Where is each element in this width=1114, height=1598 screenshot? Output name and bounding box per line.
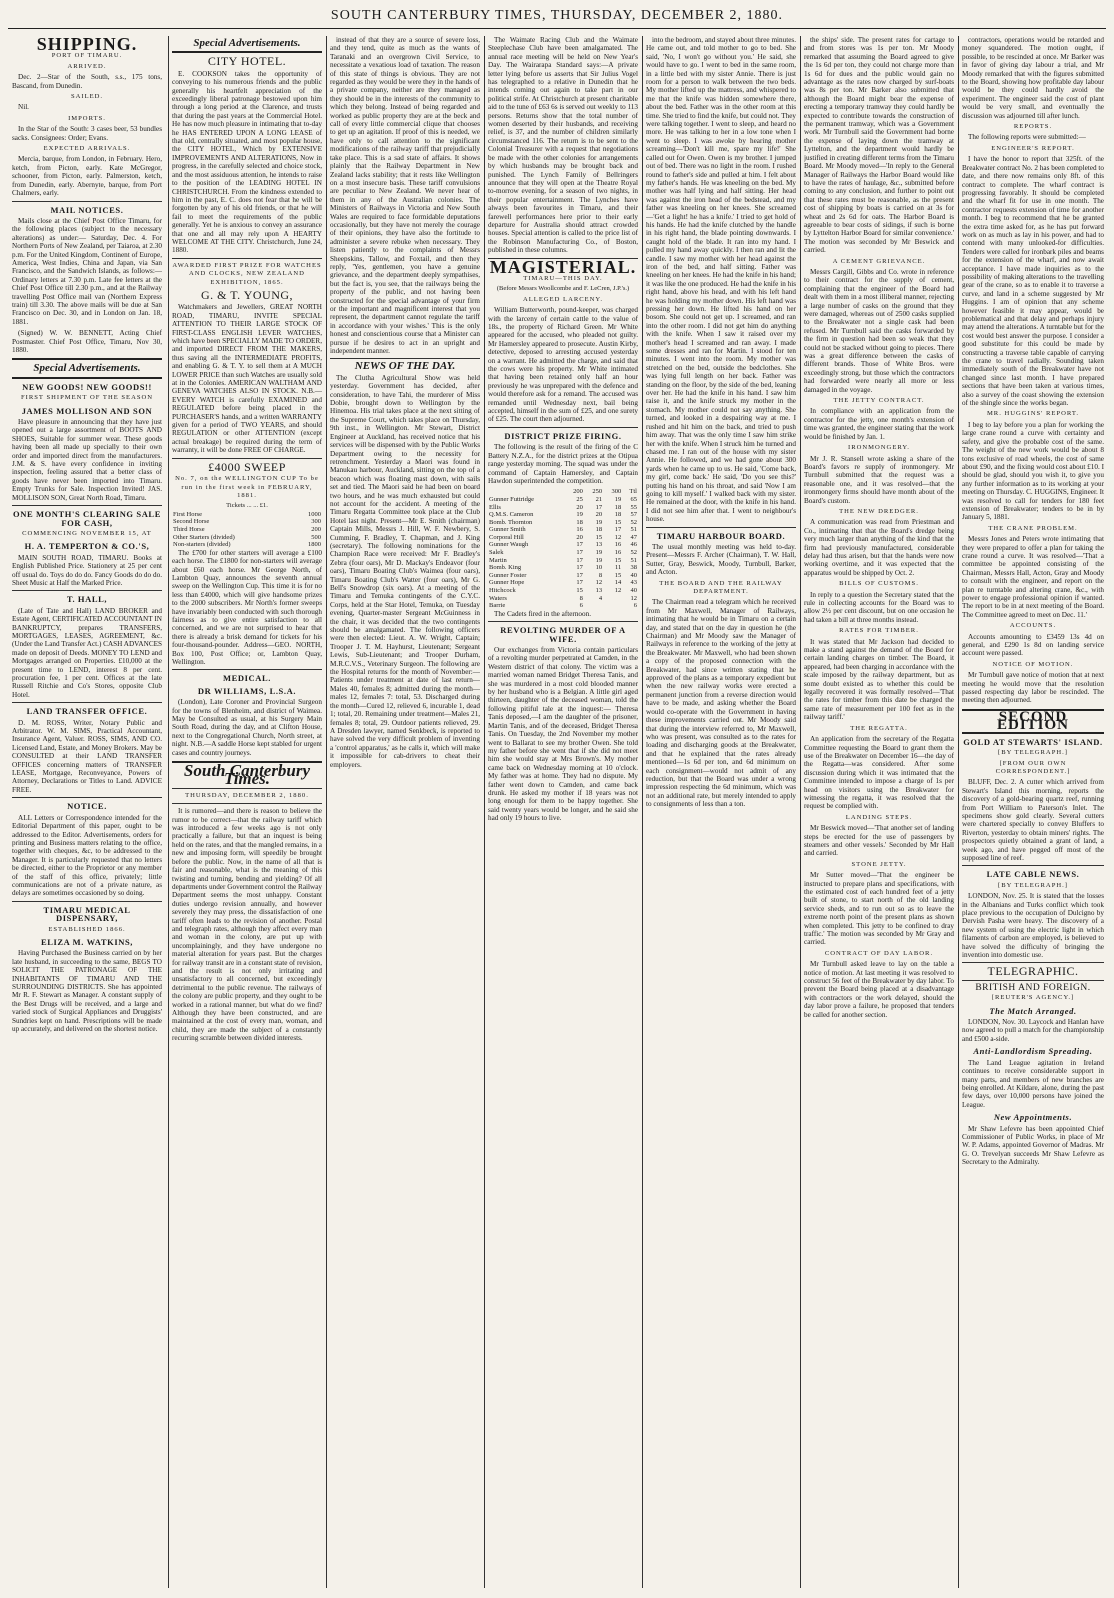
appointments-text: Mr Shaw Lefevre has been appointed Chief Commissioner of Public Works, in place of Mr W. P. Adams, appointed Governor of Madras. Mr G. O. Trevelyan succeeds Mr Shaw Lefevre as Secretary to the Admiralty.: [962, 1124, 1104, 1167]
prize-table-row: [488, 595, 638, 603]
prize-table-cell: 65: [630, 495, 637, 503]
prize-table-cell: 15: [614, 556, 622, 564]
prize-table-cell: Q.M.S. Cameron: [489, 511, 534, 519]
divider: [962, 962, 1104, 963]
stone-jetty-heading: STONE JETTY.: [851, 860, 907, 868]
prize-table-cell: 15: [576, 587, 583, 595]
prize-table-row: [488, 564, 638, 572]
prize-table-cell: 19: [614, 495, 622, 503]
prize-table-cell: 16: [576, 526, 583, 534]
sweep-heading: £4000 SWEEP: [208, 459, 286, 474]
divider: [330, 358, 480, 359]
notice-motion-heading: NOTICE OF MOTION.: [992, 660, 1074, 668]
british-foreign-heading: BRITISH AND FOREIGN.: [975, 982, 1091, 993]
timber-text: It was stated that Mr Jackson had decided to make a stand against the demand of the Board for certain landing charges on timber. The Board, it appeared, had been charging in accordance with the scale imposed by the railway department, but as some doubt existed as to whether this could be legally recovered it was formally resolved—'That the rates for timber from this date be charged the same rate of measurement per 100 feet as in the railway tariff.': [804, 637, 954, 722]
land-transfer-heading: LAND TRANSFER OFFICE.: [26, 706, 148, 717]
prize-table-cell: 19: [595, 518, 603, 526]
prize-table-cell: 52: [630, 518, 637, 526]
column-3: [330, 36, 480, 1588]
day-labor-text: Mr Turnbull asked leave to lay on the table a notice of motion. At last meeting it was resolved to construct 56 feet of the Breakwater by day labor. To prevent the Board being placed at a disadvantage with contractors or the work delayed, should the day labor prove a failure, he proposed that tenders be called for another section.: [804, 960, 954, 1019]
paper-date: THURSDAY, DECEMBER 2, 1880.: [185, 791, 309, 799]
huggins-report-heading: MR. HUGGINS' REPORT.: [986, 410, 1080, 418]
young-name: G. & T. YOUNG,: [200, 287, 294, 302]
telegraphic-heading: TELEGRAPHIC.: [987, 964, 1079, 979]
hall-text: (Late of Tate and Hall) LAND BROKER and Estate Agent, CERTIFICATED ACCOUNTANT IN BANKRUPTCY, prepares TRANSFERS, MORTGAGES, LEASES, AGREEMENT, &c. (Under the Land Transfer Act.) CASH ADVANCES made on deposit of Deeds. MONEY TO LEND and Mortgages arranged on Properties. £10,000 at the present time to LEND, interest 8 per cent. procuration fee, 1 per cent. Offices at the late Russell Ritchie and Co's Stores, opposite Club Hotel.: [12, 606, 162, 699]
prize-table-cell: 17: [576, 541, 583, 549]
magisterial-bench: (Before Messrs Woollcombe and F. LeCren, J.P.'s.): [496, 285, 630, 293]
sweep-prize-row: [172, 534, 322, 542]
prize-table-cell: 21: [595, 495, 603, 503]
sweep-sub: No. 7, on the WELLINGTON CUP To be run in the first week in FEBRUARY, 1881.: [175, 475, 319, 499]
column-4: [488, 36, 638, 1588]
clearing-heading: ONE MONTH'S CLEARING SALE FOR CASH,: [13, 509, 161, 528]
appointments-heading: New Appointments.: [993, 1112, 1073, 1123]
sweep-prize-label: Second Horse: [173, 518, 210, 526]
column-divider: [800, 36, 801, 1588]
young-text: Watchmakers and Jewellers, GREAT NORTH ROAD, TIMARU, INVITE SPECIAL ATTENTION TO THEIR LARGE STOCK OF FIRST-CLASS ENGLISH LEVER WATCHES, which have been SPECIALLY MADE TO ORDER, and imported DIRECT FROM THE MAKERS, thus saving all the INTERMEDIATE PROFITS, and enabling G. & T. Y. to sell them at A MUCH LOWER PRICE than such Watches are usually sold at in the Colonies. AMERICAN WALTHAM AND GENEVA WATCHES ALSO IN STOCK. N.B.—EVERY WATCH is carefully EXAMINED and REGULATED before being placed in the PURCHASER'S hands, and a written WARRANTY given for a period of TWO YEARS, and should REGULATION or other ATTENTION (except actual breakage) be required during the term of warranty, it will be done FREE OF CHARGE.: [172, 303, 322, 455]
hall-name: T. HALL,: [66, 594, 108, 605]
regatta-text: An application from the secretary of the Regatta Committee requesting the Board to grant them the use of the Breakwater on December 16—the day of the Regatta—was considered. After some discussion during which it was intimated that the Committee intended to impose a charge of 1s per head on visitors using the Breakwater for witnessing the regatta, it was resolved that the request be complied with.: [804, 735, 954, 811]
prize-firing-heading: DISTRICT PRIZE FIRING.: [504, 430, 622, 441]
prize-table-row: [488, 534, 638, 542]
cable-heading: LATE CABLE NEWS.: [986, 869, 1080, 880]
prize-table-cell: 4: [598, 594, 603, 602]
prize-table-cell: 6: [579, 602, 583, 610]
prize-table-cell: 15: [595, 533, 603, 541]
sweep-prize-value: 500: [311, 533, 321, 541]
anti-landlord-text: The Land League agitation in Ireland continues to receive considerable support in many parts, and members of new branches are being enrolled. At Kildare, alone, during the past few days, over 10,000 persons have joined the League.: [962, 1058, 1104, 1109]
cement-heading: A CEMENT GRIEVANCE.: [832, 257, 926, 265]
divider: [488, 427, 638, 428]
port-heading: PORT OF TIMARU.: [51, 52, 123, 60]
prize-table-cell: 12: [630, 594, 637, 602]
divider: [12, 590, 162, 591]
sailed-label: SAILED.: [70, 93, 104, 101]
prize-table-cell: [603, 602, 622, 610]
news-text: The Clutha Agricultural Show was held yesterday. Government has decided, after consideration, to have Tahi, the murderer of Miss Dobie, brought down to Wellington by the Hinemoa. His trial takes place at the next sitting of the Supreme Court, which takes place on Thursday, 9th inst., in Wellington. Mr Stewart, District Engineer at Auckland, has received notice that his services will be dispensed with by the Public Works Department owing to the necessity for retrenchment. Yesterday a Maori was found in Manukau harbour, Auckland, sitting on the top of a beacon which was floating mast down, with sails set and tied. The Maori said he had been on board two hours, and he was much exhausted but could not account for the accident. A meeting of the Timaru Regatta Committee took place at the Club Hotel last night. Present—Mr E. Smith (chairman) Captain Mills, Messrs J. Hill, W. F. Newbery, S. Cumming, F. Bradley, T. Chapman, and J. King (secretary). The following nominations for the Champion Race were received: Mr F. Bradley's Zebra (four oars), Mr D. Mackay's Endeavor (four oars), Timaru Boating Club's Waimea (four oars), Timaru Boating Club's Watter (four oars), Mr G. Bell's Snowdrop (six oars). At a meeting of the Timaru and Temuka contingents of the C.Y.C. Corps, held at the Star Hotel, Temuka, on Tuesday evening, Quarter-master Sergeant McGuinness in the chair, it was decided that the two contingents should be amalgamated. The following officers were then elected: Lieut. A. W. Wright, Captain; Trooper J. T. M. Hayhurst, Lieutenant; Sergeant Lewis, Sub-Lieutenant; and Trooper Durham, M.R.C.V.S., Veterinary Surgeon. The following are the Hospital returns for the month of November:—Patients under treatment at date of last return—Males 40, females 8; admitted during the month—males 12, females 7: total, 53. Discharged during the month—Cured 12, relieved 6, incurable 1, dead 1; total, 20. Remaining under treatment—Males 21, females 8; total, 29. Outdoor patients relieved, 29. A Dresden lawyer, named Senkbeck, is reported to have solved the very difficult problem of inventing a 'control apparatus,' as he calls it, which will make it impossible for cab-drivers to cheat their employers.: [330, 373, 480, 769]
column-divider: [484, 36, 485, 1588]
medical-heading: MEDICAL.: [222, 673, 271, 684]
reuter-tag: [REUTER'S AGENCY.]: [991, 994, 1075, 1002]
shipping-heading: SHIPPING.: [36, 36, 138, 54]
prize-table-cell: 17: [576, 564, 583, 572]
clearing-sub: COMMENCING NOVEMBER 15, AT: [22, 529, 152, 537]
sweep-prize-label: Third Horse: [173, 525, 205, 533]
prize-table-cell: [584, 602, 603, 610]
prize-table-cell: 11: [615, 564, 622, 572]
prize-table-cell: 13: [595, 587, 603, 595]
sweep-prize-value: 1800: [308, 541, 321, 549]
divider: [12, 201, 162, 202]
mollison-text: Have pleasure in announcing that they have just opened out a large assortment of BOOTS AND SHOES, Suitable for summer wear. These goods having been all made up specially to their own order and imported direct from the manufacturers. J.M. & S. have every confidence in inviting inspection, feeling assured that a better class of goods have never been imported into Timaru. Empty Trunks for Sale. Inspection Invited! JAS. MOLLISON SON, Great North Road, Timaru.: [12, 418, 162, 502]
expected-label: EXPECTED ARRIVALS.: [43, 145, 131, 153]
prize-firing-footer: The Cadets fired in the afternoon.: [494, 609, 591, 618]
prize-table-header-cell: Ttl: [629, 488, 637, 496]
divider: [12, 377, 162, 379]
harbour-continued: the ships' side. The present rates for cartage to and from stores was 1s per ton. Mr Moody remarked that assuming the Board agreed to give the 1s 6d per ton, they could not charge more than 1s 6d for dues and the public would gain no advantage as the rates now charged by surf-boats was 8s per ton. Mr Barker also submitted that although the Board might bear the expense of erecting a temporary tramway they could hardly be expected to contribute towards the construction of the permanent tramway, which was a Government work. Mr Turnbull said the Government had borne the expense of laying down the tramway at Lyttelton, and the department would hardly be justified in creating different terms from the Timaru Board. Mr Moody moved—'In reply to the General Manager of Railways the Harbor Board would like to have the rates of haulage, &c., submitted before coming to any conclusion, and further to point out that these rates must be reasonable, as the present cost of shipping by boats is carried on at 3s for wheat and 2s 6d for oats. The Harbor Board is agreeable to bear costs of sidings, if such is borne by Lyttelton Harbor Board for similar convenience.' The motion was seconded by Mr Beswick and carried.: [804, 36, 954, 255]
prize-table-header-cell: 300: [611, 488, 622, 496]
prize-table-cell: Gunner Waugh: [489, 541, 529, 549]
sweep-prize-table: [172, 511, 322, 549]
mail-text: Mails close at the Chief Post Office Timaru, for the following places (subject to the necessary alterations) as under:— Saturday, Dec. 4. For Northern Ports of New Zealand, per Taiaroa, at 2.30 p.m. For the United Kingdom, Continent of Europe, America, West Indies, China and Japan, via San Francisco, and the Sandwich Islands, as follows:— Ordinary letters at 7.30 p.m. Late fee letters at the Chief Post Office till 2.30 p.m., and at the Railway travelling Post Office mail van (Northern Express train) till 3.30. The above mails will be due at San Francisco on Dec. 30, and in London on Jan. 18, 1881.: [12, 216, 162, 326]
gold-text: BLUFF, Dec. 2. A cutter which arrived from Stewart's Island this morning, reports the discovery of a gold-bearing quartz reef, running from Port William to Paterson's Inlet. The specimens show gold clearly. Several cutters were chartered specially to convey Bluffers to Riverton, yesterday to obtain miners' rights. The prospectors quietly obtained a grant of land, a week ago, and have pegged off most of the supposed line of reef.: [962, 778, 1104, 862]
match-heading: The Match Arranged.: [989, 1005, 1077, 1016]
ironmongery-text: Mr J. R. Stansell wrote asking a share of the Board's favors re supply of ironmongery. Mr Turnbull submitted that the request was a reasonable one, and it was resolved—that the ironmongery firms should have month about of the Board's custom.: [804, 454, 954, 505]
editorial-text: It is rumored—and there is reason to believe the rumor to be correct—that the railway tariff which was introduced a few weeks ago is not only practically a failure, but that an inquest is being held on the rates, and that the mangled remains, in a new and imposing form, will speedily be brought before the public. Now, in the name of all that is fair and reasonable, what is the meaning of this twisting and turning, bending and yielding? Of all departments under Government control the Railway Department seems the most unhappy. Constant duties undergo revision annually, and however severely they may press, the dissatisfaction of one tariff often leads to the revision of another. Postal and telegraph rates, although they affect every man and woman in the colony, are put up with uncomplainingly, and they have undergone no material alteration for years past. But the charges for railway transit are in a constant state of revision, and the result is not only irritating and unsatisfactory to all concerned, but exceedingly detrimental to the public revenue. The railways of the colony are public property, and they ought to be worked in a rational manner, but what do we find? Although they have been constructed, and are maintained at the cost of every man, woman, and child, they are made the subject of a constantly recurring scramble between divided interests.: [172, 807, 322, 1043]
prize-table-cell: 46: [630, 541, 637, 549]
magisterial-sub: TIMARU—THIS DAY.: [523, 274, 603, 282]
prize-table-cell: Barrie: [489, 602, 506, 610]
column-divider: [958, 36, 959, 1588]
own-correspondent-tag: [FROM OUR OWN CORRESPONDENT.]: [995, 759, 1071, 775]
prize-table-cell: Gunner Futtridge: [489, 495, 534, 503]
williams-name: DR WILLIAMS, L.S.A.: [197, 685, 297, 696]
column-2: [172, 36, 322, 1588]
dispensary-sub: ESTABLISHED 1866.: [48, 925, 126, 933]
prize-table-cell: 51: [630, 556, 637, 564]
prize-table-header-cell: 200: [573, 488, 583, 496]
divider: [12, 702, 162, 703]
prize-table-cell: 8: [579, 594, 583, 602]
arrived-text: Dec. 2—Star of the South, s.s., 175 tons, Bascand, from Dunedin.: [12, 73, 162, 90]
sweep-prize-row: [172, 511, 322, 519]
accounts-heading: ACCOUNTS.: [1009, 622, 1057, 630]
crane-text: Messrs Jones and Peters wrote intimating that they were prepared to offer a plan for taking the crane round a curve. It was resolved—'That a committee be appointed consisting of the Chairman, Messrs Hall, Acton, Gray and Moody to consult with the engineer, and report on the plan re turntable and altering crane, &c., with power to engage professional opinion if wanted. The report to be in at next meeting of the Board. The Committee agreed to meet on Dec. 11.': [962, 535, 1104, 619]
prize-table-cell: 18: [614, 503, 622, 511]
dredger-heading: THE NEW DREDGER.: [839, 507, 919, 515]
prize-table-cell: 43: [630, 579, 637, 587]
prize-table-cell: 40: [630, 571, 637, 579]
special-ads-heading: Special Advertisements.: [193, 37, 301, 49]
divider: [962, 980, 1104, 981]
jetty-text: In compliance with an application from the contractor for the jetty, one month's extension of time was granted, the engineer stating that the work would be finished by Jan. 1.: [804, 407, 954, 441]
larceny-heading: ALLEGED LARCENY.: [523, 295, 603, 303]
prize-table-cell: Bomb. King: [489, 564, 522, 572]
news-heading: NEWS OF THE DAY.: [354, 360, 456, 373]
notice-heading: NOTICE.: [67, 801, 107, 812]
prize-table-cell: [603, 595, 622, 603]
editorial-continued: instead of that they are a source of severe loss, and they tend, quite as much as the wants of Taranaki and an overgrown Civil Service, to necessitate a vexatious load of taxation. The reason of this state of things is obvious. They are not regarded as they would be were they in the hands of a private company, neither are they managed as they should be in the interests of the community to which they belong. Instead of being regarded and worked as public property they are at the beck and call of every little commercial clique that chooses to get up an agitation. If proof of this is needed, we have only to call attention to the significant modifications of the railway tariff that prejudicially take place. This is a sad state of affairs. It shows plainly that the Railway Department in New Zealand lacks stability; that it rests like Wellington on a most insecure basis. These tariff convulsions are peculiar to New Zealand. We never hear of them in any of the Australian colonies. The Ministers of Railways in Victoria and New South Wales are required to face formidable deputations occasionally, but they have not merely the courage of their opinions, they have also the fortitude to administer a severe rebuke when necessary. They listen patiently to the complaints of Messrs Sheepskins, Tallow, and Foxtail, and then they reply, 'Yes, gentlemen, you have a genuine grievance, and the department deeply sympathises, but the fact is, you see, that the railways being the property of the public, and not having been constructed for the special advantage of your firm or the important and magnificent interest that you represent, the department cannot regulate the tariff in accordance with your wishes.' This is the only honest and conscientious course that a Minister can pursue if he desires to act in an upright and independent manner.: [330, 36, 480, 356]
column-1: [12, 36, 162, 1588]
prize-table-cell: 18: [614, 511, 622, 519]
prize-table-cell: 55: [630, 503, 637, 511]
day-labor-continued: contractors, operations would be retarded and money squandered. The motion ought, if possible, to be rescinded at once. Mr Barker was in favor of giving day labour a trial, and Mr Moody remarked that with the figures submitted to the Board, showing how profitable day labour would be they could hardly avoid the experiment. The engineer said the cost of plant would be very small, and eventually the discussion was adjourned till after lunch.: [962, 36, 1104, 120]
gold-heading: GOLD AT STEWARTS' ISLAND.: [963, 736, 1103, 747]
prize-table-row: [488, 511, 638, 519]
prize-table-cell: 14: [614, 579, 622, 587]
prize-table-row: [488, 526, 638, 534]
williams-text: (London), Late Coroner and Provincial Surgeon for the towns of Blenheim, and district of Waimea. May be Consulted as usual, at his Surgery Main South Road, during the day, and at Clifton House, next to the Congregational Church, North street, at night. N.B.—A saddle Horse kept stabled for urgent cases and country journeys.: [172, 698, 322, 757]
new-goods-heading: NEW GOODS! NEW GOODS!!: [22, 381, 152, 392]
divider: [172, 803, 322, 804]
prize-table-cell: 19: [595, 549, 603, 557]
column-7: [962, 36, 1104, 1588]
magisterial-heading: MAGISTERIAL.: [489, 256, 637, 277]
prize-table-cell: 10: [595, 564, 603, 572]
reports-intro: The following reports were submitted:—: [968, 133, 1086, 142]
notice-motion-text: Mr Turnbull gave notice of motion that at next meeting he would move that the resolution passed respecting day labor be rescinded. The meeting then adjourned.: [962, 671, 1104, 705]
prize-table-cell: Gunner Hope: [489, 579, 525, 587]
mail-heading: MAIL NOTICES.: [50, 204, 124, 215]
prize-firing-table: [488, 488, 638, 610]
prize-table-cell: 15: [614, 518, 622, 526]
prize-table-header-cell: 250: [592, 488, 603, 496]
temperton-name: H. A. TEMPERTON & CO.'S,: [24, 541, 150, 552]
prize-table-cell: 17: [576, 556, 583, 564]
prize-table-cell: 20: [576, 533, 583, 541]
prize-table-header-cell: [488, 488, 565, 496]
prize-table-cell: Gunner Smith: [489, 526, 526, 534]
cement-text: Messrs Cargill, Gibbs and Co. wrote in reference to their contract for the supply of cement, complaining that the engineer of the Board had dealt with them in a most illiberal manner, rejecting a large number of casks on the ground that they were damaged, whereas out of 2500 casks supplied to the Breakwater not a single cask had been refused. Mr Turnbull said the casks forwarded by the firm in question had been so weak that they could not be stacked without going to pieces. There was a great difference between the casks of different brands. Those of White Bros. were exceedingly strong, but those which the contractors had forwarded were nearly all more or less damaged in the voyage.: [804, 267, 954, 394]
imports-text: In the Star of the South: 3 cases beer, 53 bundles sacks. Consignees: Order; Evans.: [12, 125, 162, 142]
notice-text: ALL Letters or Correspondence intended for the Editorial Department of this paper, ought to be addressed to the Editor. Advertisements, orders for printing and Business matters relating to the office, together with cheques, &c, to be addressed to the Manager. It is particularly requested that no letters be directed, either to the Proprietor or any member of the staff of this office, privately; little communications are not of a private nature, as delays are sometimes occasioned by so doing.: [12, 813, 162, 898]
day-labor-heading: CONTRACT OF DAY LABOR.: [824, 949, 934, 957]
sweep-prize-value: 1000: [308, 510, 321, 518]
prize-table-row: [488, 549, 638, 557]
award-text: AWARDED FIRST PRIZE FOR WATCHES AND CLOCKS, NEW ZEALAND EXHIBITION, 1865.: [172, 261, 322, 286]
prize-table-cell: 57: [630, 511, 637, 519]
divider: [962, 865, 1104, 866]
prize-table-cell: Ellis: [489, 503, 501, 511]
accounts-text: Accounts amounting to £3459 13s 4d on general, and £290 1s 8d on landing service account were passed.: [962, 632, 1104, 658]
column-divider: [642, 36, 643, 1588]
sweep-prize-row: [172, 541, 322, 549]
sweep-prize-label: First Horse: [173, 510, 203, 518]
engineer-report-text: I have the honor to report that 325ft. of the Breakwater contract No. 2 has been completed to date, and there now remains only 8ft. of this contract to complete. The wharf contract is progressing favorably. It should be completed and the wharf fit for use in one month. The contractor requests extension of time for another month. I beg to recommend that he be granted the extra time asked for, as he has put forward work on as much as lay in his power, and had to contend with many unlooked-for difficulties. Tenders were called for ironbark piles and beams for the extension of the wharf, and now await acceptance. I have made inquiries as to the possibility of making alterations to the travelling gear of the crane, so as to enable it to traverse a curve, and land in a scheme suggested by Mr Huggins. I am of opinion that any scheme however feasible it may appear, would be problematical and that delay and perhaps injury may attend the alterations. A turntable but for the cost would best answer the purpose. I consider a good substitute for this could be made by constructing a traverse table capable of carrying the crane to travel radially. Sounding taken immediately south of the Breakwater have not changed since last month. I have prepared sections that have been taken at various times, also a survey of the coast showing the extension of the shingle since the works began.: [962, 155, 1104, 408]
prize-table-row: [488, 496, 638, 504]
prize-table-cell: 17: [595, 503, 603, 511]
local-news-text: The Waimate Racing Club and the Waimate Steeplechase Club have been amalgamated. The annual race meeting will be held on New Year's Day. The Wairarapa Standard says:—A private letter lying before us asserts that Sir Julius Vogel has telegraphed to a relative in Dunedin that he intends coming out again to take part in our political strife. At Christchurch at present charitable aid to the tune of £63 6s is served out weekly to 113 persons. Returns show that the total number of women deserted by their husbands, and receiving relief, is 37, and the number of children similarly circumstanced 116. The return is to be sent to the Colonial Treasurer with a request that negotiations be made with the other colonies for arrangements by which husbands may be brought back and punished. The Lynch Family of Bellringers announce that they will open at the Theatre Royal to-morrow evening, for a season of two nights, in their popular entertainment. The Lynches have always been favourites in Timaru, and their farewell performances here prior to their early departure for Australia should attract crowded houses. Special attention is called to the price list of the Robinson Manufacturing Co., of Boston, published in these columns.: [488, 36, 638, 255]
sweep-tickets: Tickets ... ... £1.: [226, 502, 268, 510]
timber-heading: RATES FOR TIMBER.: [839, 627, 919, 635]
prize-table-cell: 13: [595, 541, 603, 549]
cable-text: LONDON, Nov. 25. It is stated that the losses in the Albanians and Turks conflict which took place previous to the occupation of Dulcigno by Dervish Pasha were heavy. The discovery of a new system of using the electric light in which filaments of carbon are employed, is believed to have solved the difficulty of bringing the invention into domestic use.: [962, 892, 1104, 960]
prize-table-row: [488, 602, 638, 610]
prize-table-row: [488, 557, 638, 565]
prize-table-cell: 12: [595, 579, 603, 587]
arrived-label: ARRIVED.: [67, 62, 107, 70]
prize-table-cell: 38: [630, 564, 637, 572]
prize-firing-intro: The following is the result of the firing of the C Battery N.Z.A., for the district prizes at the Otipua range yesterday morning. The squad was under the command of Captain Hamersley, and Captain Hawdon superintended the competition.: [488, 443, 638, 485]
murder-continued: into the bedroom, and stayed about three minutes. He came out, and told mother to go to bed. She said, 'No, I won't go without you.' He said, she would have to go. I went to bed in the same room, in a little bed with my sister Annie. There is just room for a person to walk between the two beds. My mother lifted up the mattress, and whispered to me that the knife was hidden somewhere there, about the bed. Father was in the other room at this time. She tried to find the knife, but could not. They were talking together. I went to sleep, and heard no more. He was talking to her in a low tone when I went to sleep. I was awoke by hearing mother screaming—'Don't kill me, spare my life!' She called out for Owen. Owen is my brother. I jumped out of bed. There was no light in the room. I rushed round to father's side and pulled at him. I felt about my father's hands. He was kneeling on the bed. My mother was half lying and half sitting. Her head was against the iron head of the bedstead, and my father was kneeling on her knees. She screamed—'Get a light! he has a knife.' I tried to get hold of his hands. He had the knife clutched by the handle in his right hand, the blade pointing downwards. I caught hold of the blade. It ran into my hand. I pulled my hand away quickly. I then ran and lit the candle. I saw my mother with her head against the iron of the bed, and half sitting. Father was kneeling on her knees. He had the knife in his hand; it was like the one produced. He had the knife in his right hand, above his head, and with his left hand he was holding my mother down. His left hand was pressing her down. He lifted his hand on her bosom. She could not get up. I screamed, and ran into the other room. I did not get him do anything with the knife. When I saw it raised over my mother's head I screamed and ran away. I made some dresses and ran for Martin. I stood for ten minutes. I went into the room. My mother was stretched on the bed, outside the bedclothes. She was lying full length on her back. Father was standing on the floor, by the side of the bed, leaning over her. He had the knife in his hand. I saw him raise it, and the knife struck my mother in the stomach. My mother could not say anything. She turned, and looked in a despairing way at me. I rushed and hit him on the back, and tried to push him away. That was the only time I saw him strike her with the knife. When I struck him he turned and chased me. I ran out of the house with my sister Annie. He followed, and we had gone about 300 yards when he came up to us. He said, 'Come back, my girl, come back.' He said, 'Do you see this?' putting his hand on his throat, and said 'Now I am going to kill myself.' I walked back with my sister. He remained at the door, with the knife in his hand. I did not see him after that. I went to neighbour's house.: [646, 36, 796, 524]
huggins-report-text: I beg to lay before you a plan for working the large crane round a curve with certainty and safety, and give the probable cost of the same. The weight of the new work would be about 8 tons exclusive of road wheels, the cost of same about £90, and the fixing would cost about £10. I should be glad, should you wish it, to give you any further information as to its working at your meeting on Thursday. C. HUGGINS, Engineer. It was resolved to call for tenders for 180 feet extension of Breakwater; tenders to be in by January 5, 1881.: [962, 420, 1104, 522]
prize-table-cell: 17: [614, 526, 622, 534]
prize-table-cell: 16: [614, 549, 622, 557]
mollison-name: JAMES MOLLISON AND SON: [21, 405, 153, 416]
prize-table-cell: Martin: [489, 556, 507, 564]
divider: [488, 621, 638, 622]
sweep-prize-row: [172, 518, 322, 526]
prize-table-cell: 17: [576, 571, 583, 579]
prize-table-cell: 16: [614, 541, 622, 549]
prize-table-cell: Waters: [489, 594, 507, 602]
engineer-report-heading: ENGINEER'S REPORT.: [991, 144, 1075, 152]
special-ads-heading: Special Advertisements.: [33, 362, 141, 375]
landing-text: Mr Beswick moved—'That another set of landing steps be erected for the use of passengers by steamers and other vessels.' Seconded by Mr Hall and carried.: [804, 824, 954, 858]
harbour-board-heading: TIMARU HARBOUR BOARD.: [656, 530, 786, 541]
prize-table-cell: 8: [598, 571, 603, 579]
sweep-prize-label: Non-starters (divided): [173, 541, 231, 549]
prize-table-cell: 12: [614, 587, 622, 595]
watkins-name: ELIZA M. WATKINS,: [40, 936, 134, 947]
sweep-text: The £700 for other starters will average a £100 each horse. The £1800 for non-starters will average about £60 each horse. Mr George North, of Lambton Quay, announces the seventh annual sweep on the Wellington Cup. This time it is for no less than £4000, which will give handsome prizes to the 2000 subscribers. Mr North's former sweeps have invariably been conducted with such thorough fairness as to give entire satisfaction to all concerned, and we are not surprised to hear that there is already a brisk demand for tickets for his four-thousand-pounder. Address—GEO. NORTH, Box 100, Post Office; or, Lambton Quay, Wellington.: [172, 548, 322, 666]
cookson-text: E. COOKSON takes the opportunity of conveying to his numerous friends and the public generally his heartfelt appreciation of the exceedingly liberal patronage bestowed upon him through a long period at the Clarence, and trusts that during the past years at the Commercial Hotel. He has now much pleasure in intimating that to-day he HAS ENTERED UPON A LONG LEASE of that old, centrally situated, and most popular house, the CITY HOTEL, Which by EXTENSIVE IMPROVEMENTS AND ALTERATIONS, Now in progress, in the carefully selected and choice stock, and the most assiduous attention, he intends to raise to the position of the LEADING HOTEL IN CHRISTCHURCH. From the kindness extended to him in the past, E. C. does not fear that he will be forgotten by any of his old friends, or that he will fail to meet the requirements of the public generally. Yet he is anxious to convey an assurance that one and all may rely upon A HEARTY WELCOME AT THE CITY. Christchurch, June 24, 1880.: [172, 69, 322, 255]
prize-table-cell: 17: [576, 579, 583, 587]
prize-table-cell: 40: [630, 587, 637, 595]
divider: [12, 505, 162, 506]
prize-table-cell: Corporal Hill: [489, 533, 524, 541]
sweep-prize-value: 300: [311, 518, 321, 526]
watkins-text: Having Purchased the Business carried on by her late husband, in succeeding to the same, BEGS TO SOLICIT THE PATRONAGE OF THE INHABITANTS OF TIMARU AND THE SURROUNDING DISTRICTS. She has appointed Mr R. F. Stewart as Manager. A constant supply of the Best Drugs will be received, and a large and varied stock of Surgical Appliances and Druggists' Sundries kept on hand. Prescriptions will be made up accurately, and delivered on the shortest notice.: [12, 949, 162, 1034]
masthead-rule: [8, 28, 1106, 29]
ironmongery-heading: IRONMONGERY.: [848, 444, 910, 452]
city-hotel-heading: CITY HOTEL.: [207, 54, 287, 69]
prize-table-cell: Hitchcock: [489, 587, 516, 595]
sweep-prize-value: 200: [311, 525, 321, 533]
divider: [172, 669, 322, 670]
divider: [172, 51, 322, 53]
larceny-text: William Butterworth, pound-keeper, was charged with the larceny of certain cattle to the value of 18s., the property of Richard Green. Mr White appeared for the accused, who pleaded not guilty. Mr Hamersley appeared to prosecute. Austin Kirby, detective, deposed to arresting accused yesterday on a warrant. He admitted the charge, and said that the cows were his property. Mr White intimated that having been retained only half an hour previously he was unprepared with the defence and would therefore ask for a remand. The accused was remanded until Wednesday next, bail being accepted, himself in the sum of £25, and one surety of £25. The court then adjourned.: [488, 306, 638, 424]
dispensary-heading: TIMARU MEDICAL DISPENSARY,: [43, 904, 131, 924]
prize-table-row: [488, 519, 638, 527]
anti-landlord-heading: Anti-Landlordism Spreading.: [973, 1046, 1093, 1057]
prize-table-cell: 20: [576, 503, 583, 511]
temperton-text: MAIN SOUTH ROAD, TIMARU. Books at English Published Price. Stationery at 25 per cent off usual do. Toys do do do. Fancy Goods do do do. Sheet Music at Half the Marked Price.: [12, 553, 162, 587]
divider: [646, 527, 796, 528]
jetty-heading: THE JETTY CONTRACT.: [833, 397, 925, 405]
sweep-prize-label: Other Starters (divided): [173, 533, 235, 541]
landing-heading: LANDING STEPS.: [845, 813, 913, 821]
bills-text: In reply to a question the Secretary stated that the rule in collecting accounts for the Board was to allow 2½ per cent discount, but on one occasion he had taken a bill at three months instead.: [804, 590, 954, 624]
prize-table-cell: 18: [576, 518, 583, 526]
mail-signature: (Signed) W. W. BENNETT, Acting Chief Postmaster. Chief Post Office, Timaru, Nov 30, 1880.: [12, 329, 162, 354]
prize-table-cell: 15: [614, 571, 622, 579]
column-divider: [326, 36, 327, 1588]
murder-text: Our exchanges from Victoria contain particulars of a revolting murder perpetrated at Camden, in the Western district of that colony. The victim was a married woman named Bridget Theresa Tanis, and she was murdered in a most cold blooded manner by her husband who is a Belgian. A little girl aged thirteen, daughter of the deceased woman, told the following pitiful tale at the inquest:— Theresa Tanis deposed,—I am the daughter of the prisoner, Martin Tanis, and of the deceased, Bridget Theresa Tanis. On Tuesday, the 2nd November my mother went to Ballarat to see my brother Owen. She told my father before she went that if she did not meet him she would stay at Mrs Brown's. My mother came back on Wednesday morning at 10 o'clock. My father was at home. They had no dispute. My father went down to Camden, and came back drunk. He asked my mother if 18 years was not long enough for them to be happy together. She said twenty years would be longer, and he said she had only 19 hours to live.: [488, 646, 638, 823]
crane-heading: THE CRANE PROBLEM.: [988, 524, 1078, 532]
prize-table-cell: 19: [595, 556, 603, 564]
divider: [172, 258, 322, 259]
expected-text: Mercia, barque, from London, in February. Hero, ketch, from Picton, early. Kate McGregor, schooner, from Picton, early. Palmerston, ketch, from Dunedin, early. Abernyte, barque, from Port Chalmers, early.: [12, 155, 162, 198]
murder-heading: REVOLTING MURDER OF A WIFE.: [500, 625, 626, 644]
first-shipment: FIRST SHIPMENT OF THE SEASON: [20, 394, 154, 402]
regatta-heading: THE REGATTA.: [850, 724, 908, 732]
prize-table-cell: Gunner Foster: [489, 571, 527, 579]
harbour-board-intro: The usual monthly meeting was held to-day. Present—Messrs F. Archer (Chairman), T. W. Hall, Sutter, Gray, Beswick, Moody, Turnbull, Barker, and Acton.: [646, 542, 796, 577]
reports-heading: REPORTS.: [1013, 123, 1053, 131]
prize-table-row: [488, 541, 638, 549]
paper-title: South Canterbury Times.: [183, 761, 311, 789]
divider: [172, 458, 322, 459]
prize-table-cell: 6: [633, 602, 637, 610]
match-text: LONDON, Nov. 30. Laycock and Hanlan have now agreed to pull a match for the championship and £500 a-side.: [962, 1018, 1104, 1043]
masthead: SOUTH CANTERBURY TIMES, THURSDAY, DECEMBER 2, 1880.: [330, 8, 784, 23]
prize-table-cell: 47: [630, 533, 637, 541]
sweep-prize-row: [172, 526, 322, 534]
divider: [12, 797, 162, 798]
divider: [12, 358, 162, 360]
telegraph-tag: [BY TELEGRAPH.]: [998, 749, 1068, 757]
column-5: [646, 36, 796, 1588]
prize-table-row: [488, 579, 638, 587]
prize-table-cell: 25: [576, 495, 583, 503]
prize-table-cell: Bomb. Thornton: [489, 518, 533, 526]
column-divider: [168, 36, 169, 1588]
prize-table-cell: 17: [576, 549, 583, 557]
prize-table-cell: 52: [630, 549, 637, 557]
prize-table-cell: 18: [595, 526, 603, 534]
dredger-text: A communication was read from Priestman and Co., intimating that that the Board's dredge being very much larger than anything of the kind that the firm had previously manufactured, considerable delay had thus arisen, but that the hands were now working overtime, and it was expected that the apparatus would be shipped by Oct. 2.: [804, 518, 954, 577]
prize-table-cell: 51: [630, 526, 637, 534]
second-edition-banner: SECOND EDITION: [962, 709, 1104, 734]
bills-heading: BILLS OF CUSTOMS.: [839, 580, 919, 588]
cable-tag: [BY TELEGRAPH.]: [998, 881, 1068, 889]
sailed-text: Nil.: [18, 103, 29, 112]
harbour-board-sub: THE BOARD AND THE RAILWAY DEPARTMENT.: [659, 579, 783, 595]
prize-table-cell: 19: [576, 511, 583, 519]
prize-table-cell: Salek: [489, 549, 504, 557]
land-transfer-text: D. M. ROSS, Writer, Notary Public and Arbitrator. W. M. SIMS, Practical Accountant, Insurance Agent, Valuer. ROSS, SIMS, AND CO. Licensed Land, Estate, and Money Brokers. May be CONSULTED at their LAND TRANSFER OFFICES concerning matters of TRANSFER LEASE, Mortgage, Reconveyance, Powers of Attorney, Declarations or Titles to Land. ADVICE FREE.: [12, 718, 162, 794]
imports-label: IMPORTS.: [68, 114, 106, 122]
prize-table-cell: 12: [614, 533, 622, 541]
harbour-board-text: The Chairman read a telegram which he received from Mr Maxwell, Manager of Railways, intimating that he would be in Timaru on a certain day, and stated that on the day in question he (the Chairman) and Mr Moody saw the Manager of Railways in reference to the working of the jetty at the Breakwater. Mr Maxwell, who had been shown a copy of the proposed connection with the Breakwater, had since written stating that he approved of the plans as a temporary expedient but when the new railway works were erected a permanent junction from a reverse direction would have to be made, and asking whether the Board would co-operate with the Government in having these improvements carried out. Mr Moody said that during the interview referred to, Mr Maxwell, who was present, was consulted as to the rates for loading and discharging goods at the Breakwater, and that he explained that the rates already mentioned—1s 6d per ton, and 6d minimum on each consignment—would not admit of any reduction, but that the Board was under a wrong impression respecting the 6d minimum, which was not an additional rate, but merely intended to apply to consignments of less than a ton.: [646, 598, 796, 809]
prize-table-cell: 20: [595, 511, 603, 519]
stone-jetty-text: Mr Sutter moved—'That the engineer be instructed to prepare plans and specifications, with the estimated cost of each hundred feet of a jetty built of stone, to start north of the old landing service sheds, and to run out so as to leave the extreme north point of the present plans as shown when completed. This jetty to be confined to dray traffic.' The motion was seconded by Mr Gray and carried.: [804, 871, 954, 947]
divider: [12, 901, 162, 902]
prize-table-row: [488, 587, 638, 595]
prize-table-row: [488, 504, 638, 512]
column-6: [804, 36, 954, 1588]
prize-table-row: [488, 572, 638, 580]
